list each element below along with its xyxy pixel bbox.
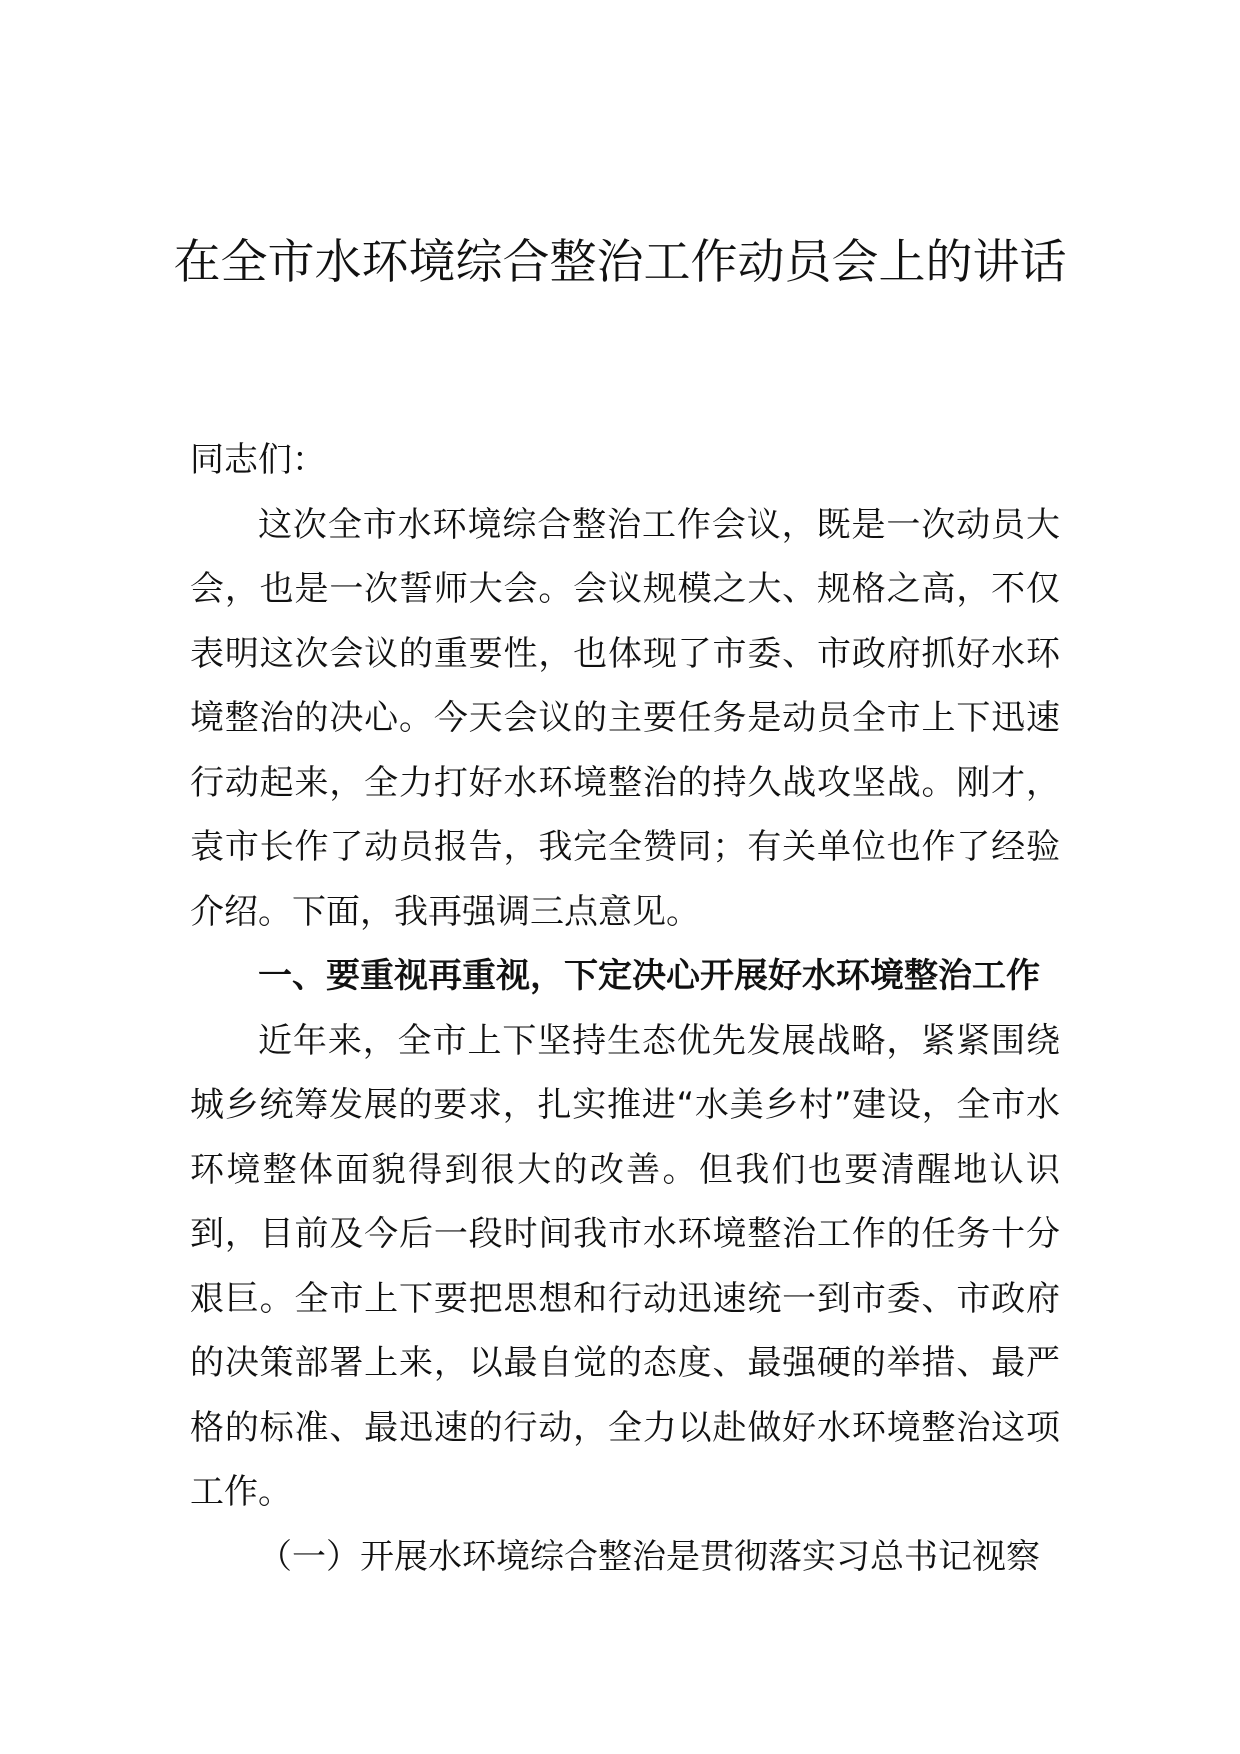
document-title: 在全市水环境综合整治工作动员会上的讲话 bbox=[173, 235, 1067, 290]
subsection-heading-1: （一）开展水环境综合整治是贯彻落实习总书记视察 bbox=[258, 1536, 1040, 1577]
document-body bbox=[190, 428, 1060, 1589]
salutation: 同志们： bbox=[190, 440, 326, 480]
opening-paragraph: 这次全市水环境综合整治工作会议，既是一次动员大会，也是一次誓师大会。会议规模之大、规格之高，不仅表明这次会议的重要性，也体现了市委、市政府抓好水环境整治的决心。今天会议的主要任务是动员全市上下迅速行动起来，全力打好水环境整治的持久战攻坚战。刚才，袁市长作了动员报告，我完全赞同；有关单位也作了经验介绍。下面，我再强调三点意见。 bbox=[190, 504, 1060, 932]
section-heading-1: 一、要重视再重视，下定决心开展好水环境整治工作 bbox=[258, 956, 1040, 996]
section-1-paragraph: 近年来，全市上下坚持生态优先发展战略，紧紧围绕城乡统筹发展的要求，扎实推进“水美乡村”建设，全市水环境整体面貌得到很大的改善。但我们也要清醒地认识到，目前及今后一段时间我市水环境整治工作的任务十分艰巨。全市上下要把思想和行动迅速统一到市委、市政府的决策部署上来，以最自觉的态度、最强硬的举措、最严格的标准、最迅速的行动，全力以赴做好水环境整治这项工作。 bbox=[190, 1020, 1060, 1512]
